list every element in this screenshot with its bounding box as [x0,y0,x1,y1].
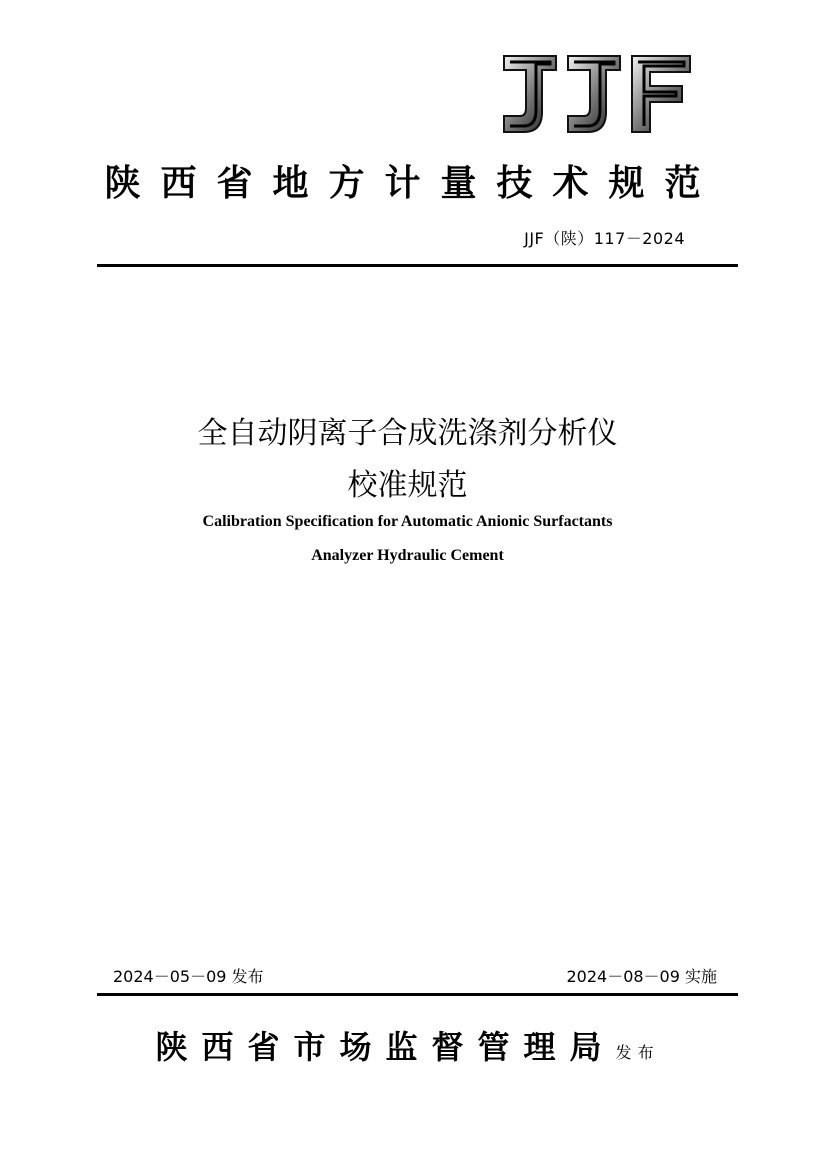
chinese-title-line-2: 校准规范 [347,468,468,503]
effective-date: 2024－08－09 实施 [566,967,717,986]
jjf-logo [500,52,694,136]
publisher [0,1022,815,1068]
footer-divider [97,993,738,996]
issue-date: 2024－05－09 发布 [113,967,264,986]
english-title-line-2: Analyzer Hydraulic Cement [311,547,504,564]
publisher-action: 发布 [615,1043,660,1062]
english-title-line-1: Calibration Specification for Automatic Anionic Surfactants [202,513,613,530]
series-title: 陕西省地方计量技术规范 [104,162,721,204]
header-divider [97,264,738,267]
publisher-name: 陕西省市场监督管理局 [155,1028,616,1066]
chinese-title-line-1: 全自动阴离子合成洗涤剂分析仪 [197,416,618,451]
standard-number: JJF（陕）117－2024 [524,229,685,248]
